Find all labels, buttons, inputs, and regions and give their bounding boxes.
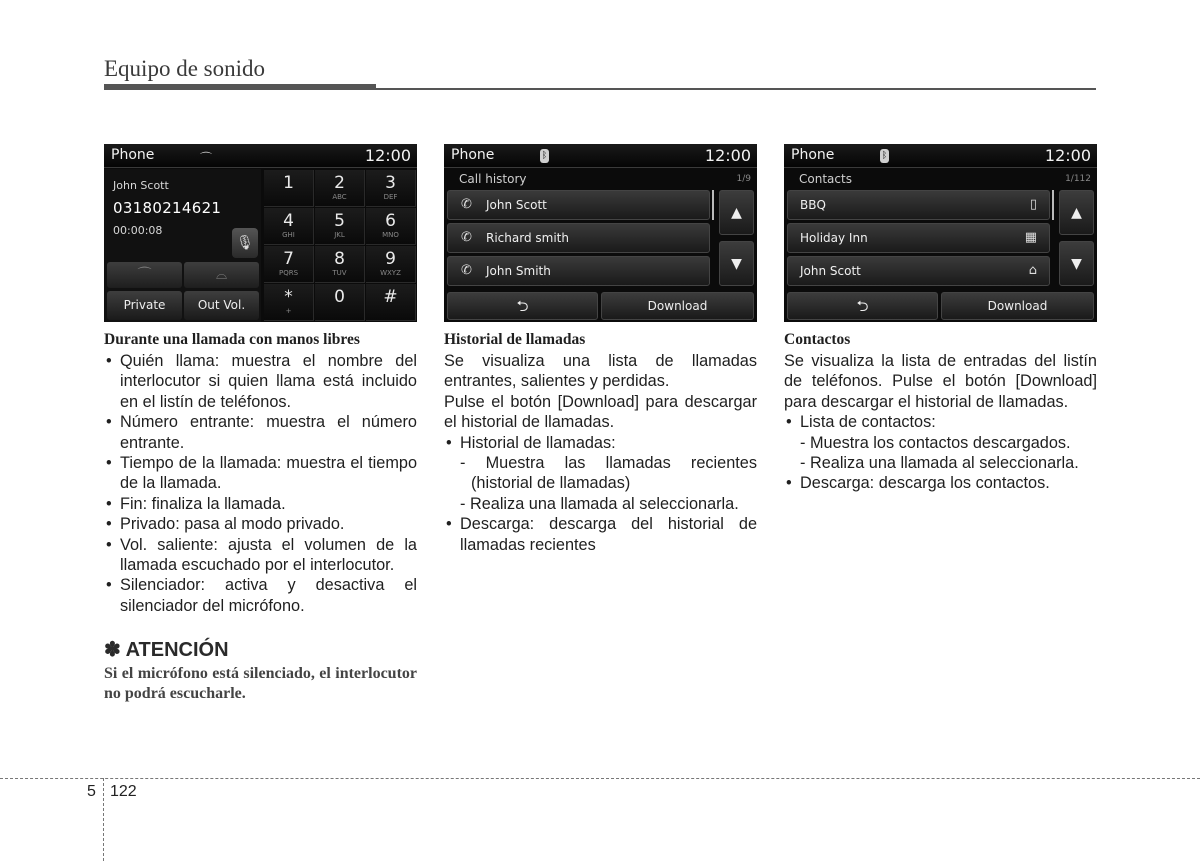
office-building-icon: ▦ — [1024, 230, 1037, 245]
column-contacts — [784, 331, 1097, 494]
list-item: • Silenciador: activa y desactiva el silenciador del micrófono. — [104, 575, 417, 616]
end-call-button[interactable] — [184, 262, 259, 288]
sub-list-item: - Muestra los contactos descargados. — [800, 433, 1071, 452]
home-icon: ⌂ — [1028, 263, 1037, 278]
key-5[interactable]: 5 JKL — [315, 208, 365, 245]
back-button[interactable] — [787, 292, 938, 320]
list-title: Call history — [459, 172, 527, 186]
call-duration: 00:00:08 — [113, 224, 163, 237]
key-3[interactable]: 3 DEF — [366, 170, 416, 207]
list-item[interactable]: BBQ ▯ — [787, 190, 1050, 220]
paragraph: Se visualiza una lista de llamadas entrantes, salientes y perdidas. — [444, 352, 757, 391]
sub-list-item: - Realiza una llamada al seleccionarla. — [800, 454, 1079, 473]
download-button[interactable]: Download — [941, 292, 1094, 320]
mute-button[interactable] — [232, 228, 258, 258]
scroll-up-button[interactable] — [719, 190, 754, 235]
list-item: • Descarga: descarga del historial de llamadas recientes — [444, 514, 757, 555]
key-1[interactable]: 1 — [264, 170, 314, 207]
column-call-history — [444, 331, 757, 555]
back-icon: ⮌ — [856, 297, 869, 315]
section-title: Equipo de sonido — [104, 56, 265, 81]
download-button[interactable]: Download — [601, 292, 754, 320]
list-item: • Vol. saliente: ajusta el volumen de la llamada escuchado por el interlocutor. — [104, 535, 417, 576]
status-bar — [104, 144, 417, 168]
key-hash[interactable]: # — [366, 284, 416, 321]
key-7[interactable]: 7 PQRS — [264, 246, 314, 283]
footer-divider — [103, 778, 104, 861]
scroll-down-button[interactable] — [1059, 241, 1094, 286]
list-item[interactable]: ✆ John Scott — [447, 190, 710, 220]
key-6[interactable]: 6 MNO — [366, 208, 416, 245]
list-item[interactable]: ✆ John Smith — [447, 256, 710, 286]
header-rule-thin — [376, 88, 1096, 90]
column-heading: Historial de llamadas — [444, 331, 586, 348]
list-counter: 1/9 — [736, 174, 751, 184]
screen-active-call — [104, 144, 417, 322]
list-header — [784, 169, 1097, 189]
list-title: Contacts — [799, 172, 852, 186]
end-call-icon: ⌓ — [215, 267, 228, 283]
header-rule-thick — [104, 84, 376, 90]
list-item: • Privado: pasa al modo privado. — [104, 514, 417, 534]
status-bar — [444, 144, 757, 168]
list-item: • Descarga: descarga los contactos. — [784, 473, 1097, 493]
column-heading: Durante una llamada con manos libres — [104, 331, 360, 348]
key-4[interactable]: 4 GHI — [264, 208, 314, 245]
status-bar — [784, 144, 1097, 168]
outgoing-call-icon: ✆ — [461, 197, 472, 212]
list-header — [444, 169, 757, 189]
caller-number: 03180214621 — [113, 199, 222, 217]
scroll-down-button[interactable] — [719, 241, 754, 286]
answer-button[interactable] — [107, 262, 182, 288]
clock: 12:00 — [1044, 146, 1091, 165]
key-0[interactable]: 0 — [315, 284, 365, 321]
list-item[interactable]: John Scott ⌂ — [787, 256, 1050, 286]
key-8[interactable]: 8 TUV — [315, 246, 365, 283]
list-item: • Tiempo de la llamada: muestra el tiempo de la llamada. — [104, 453, 417, 494]
column-heading: Contactos — [784, 331, 851, 348]
back-button[interactable] — [447, 292, 598, 320]
arrow-up-icon: ▲ — [1071, 205, 1082, 221]
paragraph: Se visualiza la lista de entradas del listín de teléfonos. Pulse el botón [Download] para descargar el historial de llamadas. — [784, 352, 1097, 411]
clock: 12:00 — [364, 146, 411, 165]
screen-call-history — [444, 144, 757, 322]
handset-icon: ⌒ — [200, 151, 213, 165]
bluetooth-icon: ᛒ — [541, 151, 548, 161]
key-2[interactable]: 2 ABC — [315, 170, 365, 207]
outgoing-call-icon: ✆ — [461, 230, 472, 245]
scroll-indicator — [712, 190, 714, 220]
bluetooth-icon: ᛒ — [881, 151, 888, 161]
screen-contacts — [784, 144, 1097, 322]
list-item: • Quién llama: muestra el nombre del interlocutor si quien llama está incluido en el listín de teléfonos. — [104, 351, 417, 412]
phone-label: Phone — [791, 147, 835, 163]
paragraph: Pulse el botón [Download] para descargar el historial de llamadas. — [444, 392, 757, 432]
answer-icon: ⌒ — [137, 267, 152, 283]
sub-list-item: - Muestra las llamadas recientes (historial de llamadas) — [460, 454, 757, 493]
list-item: • Número entrante: muestra el número entrante. — [104, 412, 417, 453]
section-number: 5 — [87, 783, 96, 800]
microphone-icon: 🎙 — [236, 235, 254, 251]
private-button[interactable]: Private — [107, 291, 182, 320]
list-item: • Fin: finaliza la llamada. — [104, 494, 417, 514]
key-star[interactable]: * + — [264, 284, 314, 321]
key-9[interactable]: 9 WXYZ — [366, 246, 416, 283]
sub-list-item: - Realiza una llamada al seleccionarla. — [460, 494, 739, 513]
arrow-up-icon: ▲ — [731, 205, 742, 221]
phone-label: Phone — [451, 147, 495, 163]
arrow-down-icon: ▼ — [1071, 256, 1082, 272]
attention-text: Si el micrófono está silenciado, el interlocutor no podrá escucharle. — [104, 665, 417, 702]
column-handsfree — [104, 331, 417, 703]
clock: 12:00 — [704, 146, 751, 165]
page-number: 122 — [110, 783, 137, 800]
list-counter: 1/112 — [1065, 174, 1091, 184]
mobile-phone-icon: ▯ — [1029, 197, 1037, 212]
list-item: • Historial de llamadas: — [444, 433, 757, 453]
dial-keypad — [264, 169, 417, 322]
missed-call-icon: ✆ — [461, 263, 472, 278]
out-vol-button[interactable]: Out Vol. — [184, 291, 259, 320]
scroll-up-button[interactable] — [1059, 190, 1094, 235]
attention-title: ✽ ATENCIÓN — [104, 639, 229, 662]
list-item[interactable]: Holiday Inn ▦ — [787, 223, 1050, 253]
footer-rule — [0, 778, 1200, 779]
list-item[interactable]: ✆ Richard smith — [447, 223, 710, 253]
arrow-down-icon: ▼ — [731, 256, 742, 272]
caller-name: John Scott — [113, 179, 169, 192]
back-icon: ⮌ — [516, 297, 529, 315]
phone-label: Phone — [111, 147, 155, 163]
scroll-indicator — [1052, 190, 1054, 220]
list-item: • Lista de contactos: — [784, 412, 1097, 432]
